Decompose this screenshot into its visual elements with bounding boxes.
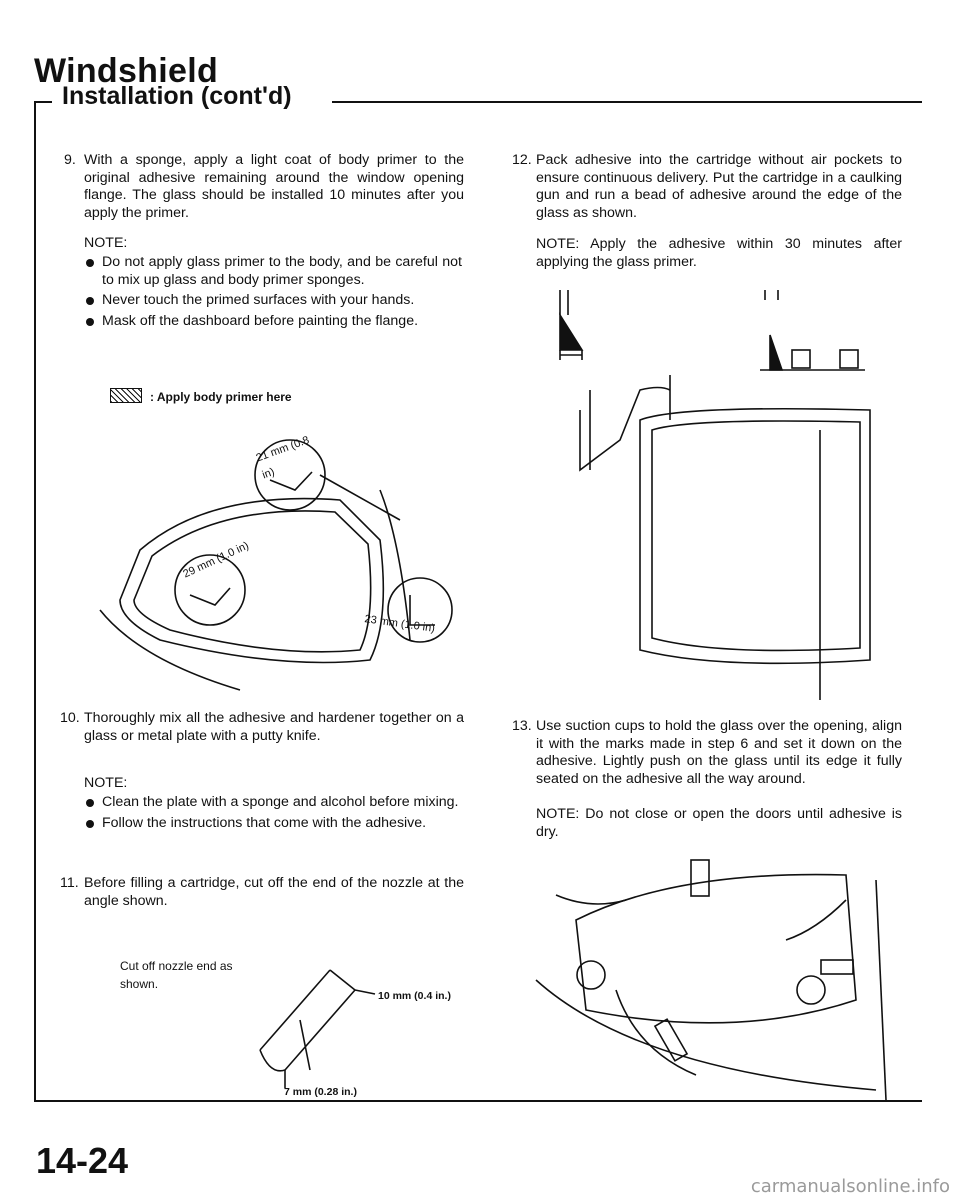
adhesive-figure bbox=[520, 290, 920, 700]
note-bullet: Do not apply glass primer to the body, and be careful not to mix up glass and body primer sponges. bbox=[84, 254, 462, 289]
note-bullet: Follow the instructions that come with the adhesive. bbox=[84, 815, 462, 833]
nozzle-length-label: 10 mm (0.4 in.) bbox=[378, 990, 451, 1002]
section-subtitle: Installation (cont'd) bbox=[62, 82, 292, 110]
hatch-swatch-icon bbox=[110, 388, 142, 403]
dim-label-right: 23 mm (1.0 in) bbox=[363, 613, 436, 635]
step-number: 10. bbox=[60, 710, 80, 726]
step-number: 13. bbox=[512, 718, 532, 734]
step-text: Pack adhesive into the cartridge without air pockets to ensure continuous delivery. Put the cartridge in a caulking gun and run a bead of adhesive around the edge of the glass as shown. bbox=[536, 152, 902, 221]
nozzle-figure bbox=[240, 950, 420, 1100]
step-text: With a sponge, apply a light coat of body primer to the original adhesive remaining around the window opening flange. The glass should be installed 10 minutes after you apply the primer. bbox=[84, 152, 464, 221]
step-number: 12. bbox=[512, 152, 532, 168]
dim-label-top: 21 mm (0.8 in) bbox=[254, 434, 311, 481]
note-text: NOTE: Do not close or open the doors until adhesive is dry. bbox=[536, 806, 902, 840]
note-bullets bbox=[84, 254, 462, 333]
note-text: NOTE: Apply the adhesive within 30 minutes after applying the glass primer. bbox=[536, 236, 902, 270]
note-label: NOTE: bbox=[84, 235, 128, 251]
note-bullet: Mask off the dashboard before painting the flange. bbox=[84, 313, 462, 331]
step-number: 9. bbox=[64, 152, 76, 168]
note-bullets bbox=[84, 794, 462, 835]
step-text: Thoroughly mix all the adhesive and hardener together on a glass or metal plate with a putty knife. bbox=[84, 710, 464, 744]
note-bullet: Never touch the primed surfaces with your hands. bbox=[84, 292, 462, 310]
page-number: 14-24 bbox=[36, 1140, 129, 1181]
primer-legend bbox=[110, 388, 292, 407]
nozzle-cut-note: Cut off nozzle end as shown. bbox=[120, 959, 233, 991]
step-text: Use suction cups to hold the glass over the opening, align it with the marks made in step 6 and set it down on the adhesive. Lightly push on the glass until its edge it fully seated on the adhesive all the way around. bbox=[536, 718, 902, 787]
page-title: Windshield bbox=[34, 52, 219, 90]
installation-figure bbox=[516, 840, 916, 1110]
dim-label-left: 29 mm (1.0 in) bbox=[181, 539, 251, 581]
step-text: Before filling a cartridge, cut off the end of the nozzle at the angle shown. bbox=[84, 875, 464, 909]
step-number: 11. bbox=[60, 875, 79, 891]
legend-text: : Apply body primer here bbox=[150, 390, 292, 404]
footer-rule bbox=[34, 1100, 922, 1102]
right-column bbox=[480, 0, 960, 1200]
note-label: NOTE: bbox=[84, 775, 128, 791]
note-bullet: Clean the plate with a sponge and alcohol before mixing. bbox=[84, 794, 462, 812]
watermark-text: carmanualsonline.info bbox=[750, 1176, 950, 1197]
nozzle-tip-label: 7 mm (0.28 in.) bbox=[284, 1086, 357, 1098]
